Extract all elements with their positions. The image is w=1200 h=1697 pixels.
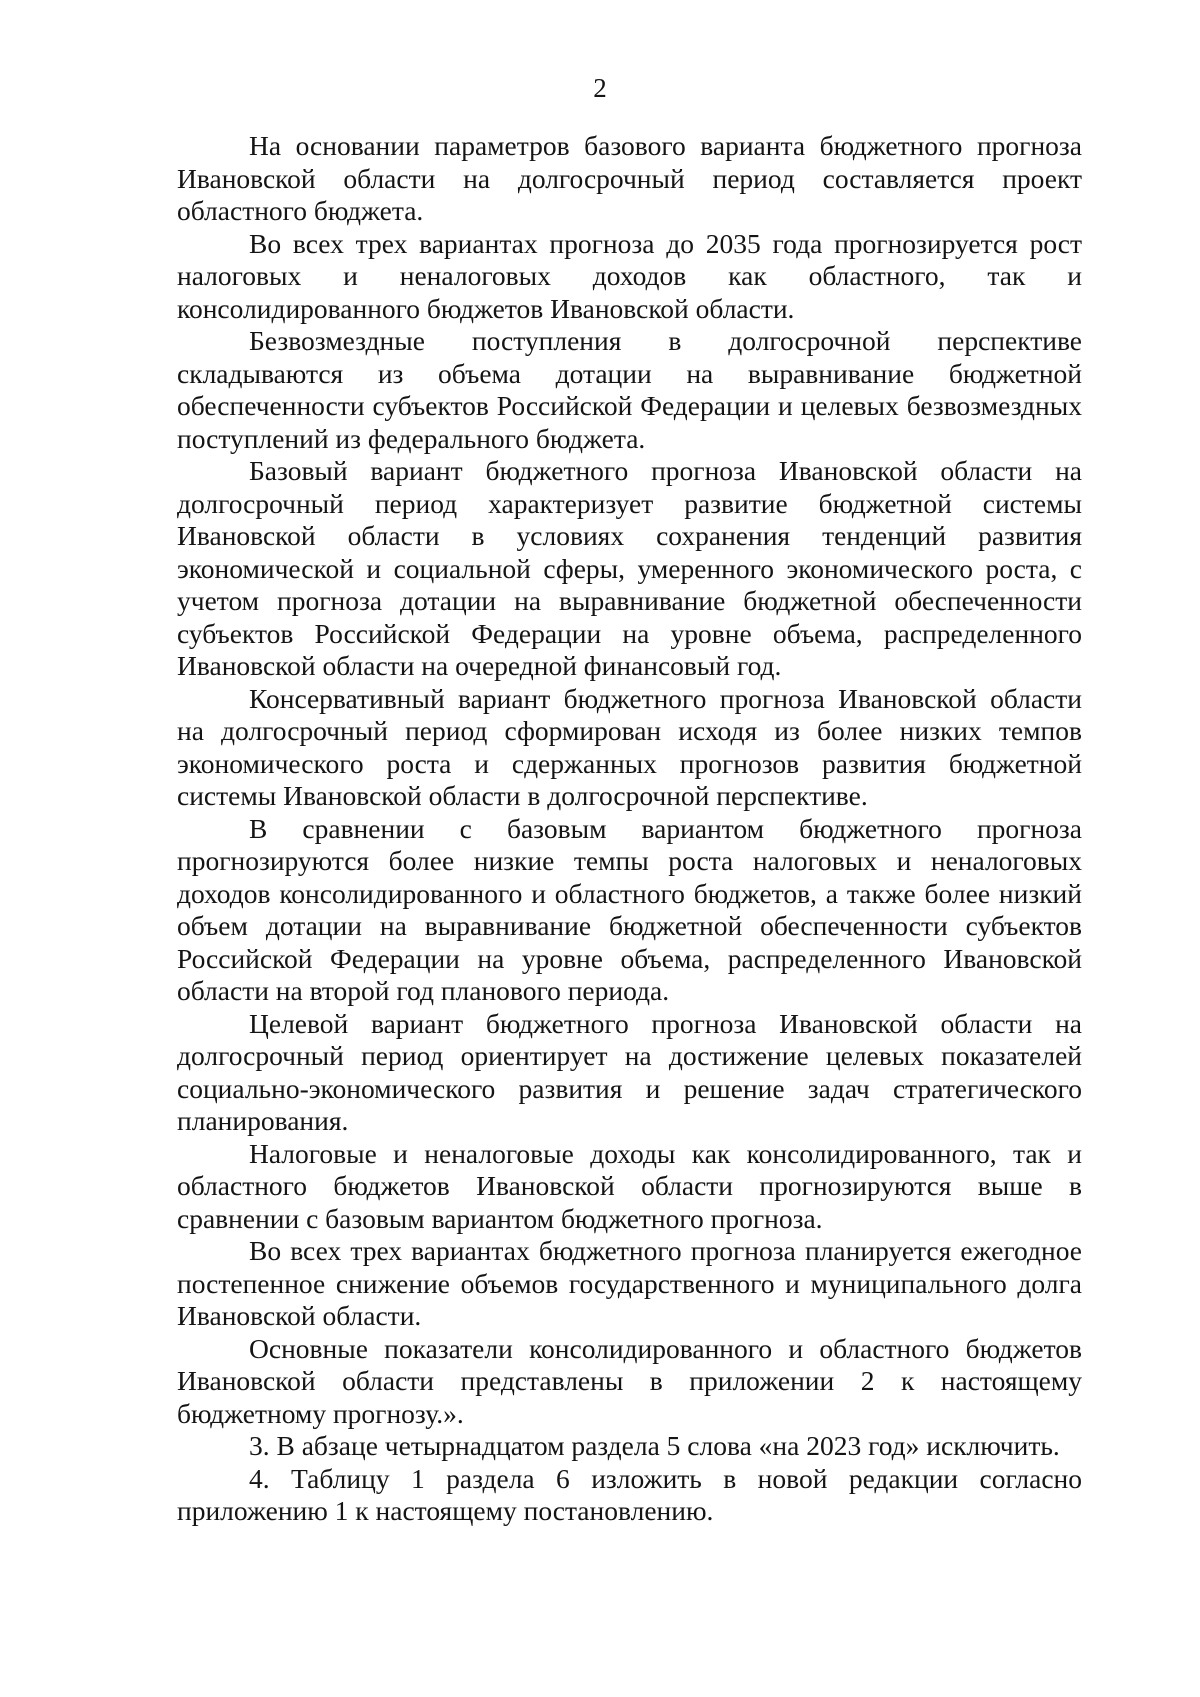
page-number: 2 [593,73,607,103]
paragraph-6: В сравнении с базовым вариантом бюджетного прогноза прогнозируются более низкие темпы роста налоговых и неналоговых доходов консолидированного и областного бюджетов, а также более низкий объем дотации на выравнивание бюджетной обеспеченности субъектов Российской Федерации на уровне объема, распределенного Ивановской области на второй год планового периода. [177,812,1082,1006]
paragraph-12: 4. Таблицу 1 раздела 6 изложить в новой редакции согласно приложению 1 к настоящему постановлению. [177,1462,1082,1526]
paragraph-5: Консервативный вариант бюджетного прогноза Ивановской области на долгосрочный период сформирован исходя из более низких темпов экономического роста и сдержанных прогнозов развития бюджетной системы Ивановской области в долгосрочной перспективе. [177,682,1082,811]
paragraph-3: Безвозмездные поступления в долгосрочной перспективе складываются из объема дотации на выравнивание бюджетной обеспеченности субъектов Российской Федерации и целевых безвозмездных поступлений из федерального бюджета. [177,325,1082,454]
paragraph-7: Целевой вариант бюджетного прогноза Ивановской области на долгосрочный период ориентирует на достижение целевых показателей социально-экономического развития и решение задач стратегического планирования. [177,1007,1082,1136]
paragraph-1: На основании параметров базового варианта бюджетного прогноза Ивановской области на долгосрочный период составляется проект областного бюджета. [177,130,1082,226]
paragraph-10: Основные показатели консолидированного и областного бюджетов Ивановской области представлены в приложении 2 к настоящему бюджетному прогнозу.». [177,1332,1082,1429]
paragraph-8: Налоговые и неналоговые доходы как консолидированного, так и областного бюджетов Ивановской области прогнозируются выше в сравнении с базовым вариантом бюджетного прогноза. [177,1137,1082,1234]
paragraph-4: Базовый вариант бюджетного прогноза Ивановской области на долгосрочный период характеризует развитие бюджетной системы Ивановской области в условиях сохранения тенденций развития экономической и социальной сферы, умеренного экономического роста, с учетом прогноза дотации на выравнивание бюджетной обеспеченности субъектов Российской Федерации на уровне объема, распределенного Ивановской области на очередной финансовый год. [177,455,1082,681]
paragraph-11: 3. В абзаце четырнадцатом раздела 5 слова «на 2023 год» исключить. [249,1430,1060,1461]
paragraph-9: Во всех трех вариантах бюджетного прогноза планируется ежегодное постепенное снижение объемов государственного и муниципального долга Ивановской области. [177,1235,1082,1331]
document-body [177,130,1082,1528]
paragraph-2: Во всех трех вариантах прогноза до 2035 года прогнозируется рост налоговых и неналоговых доходов как областного, так и консолидированного бюджетов Ивановской области. [177,227,1082,324]
